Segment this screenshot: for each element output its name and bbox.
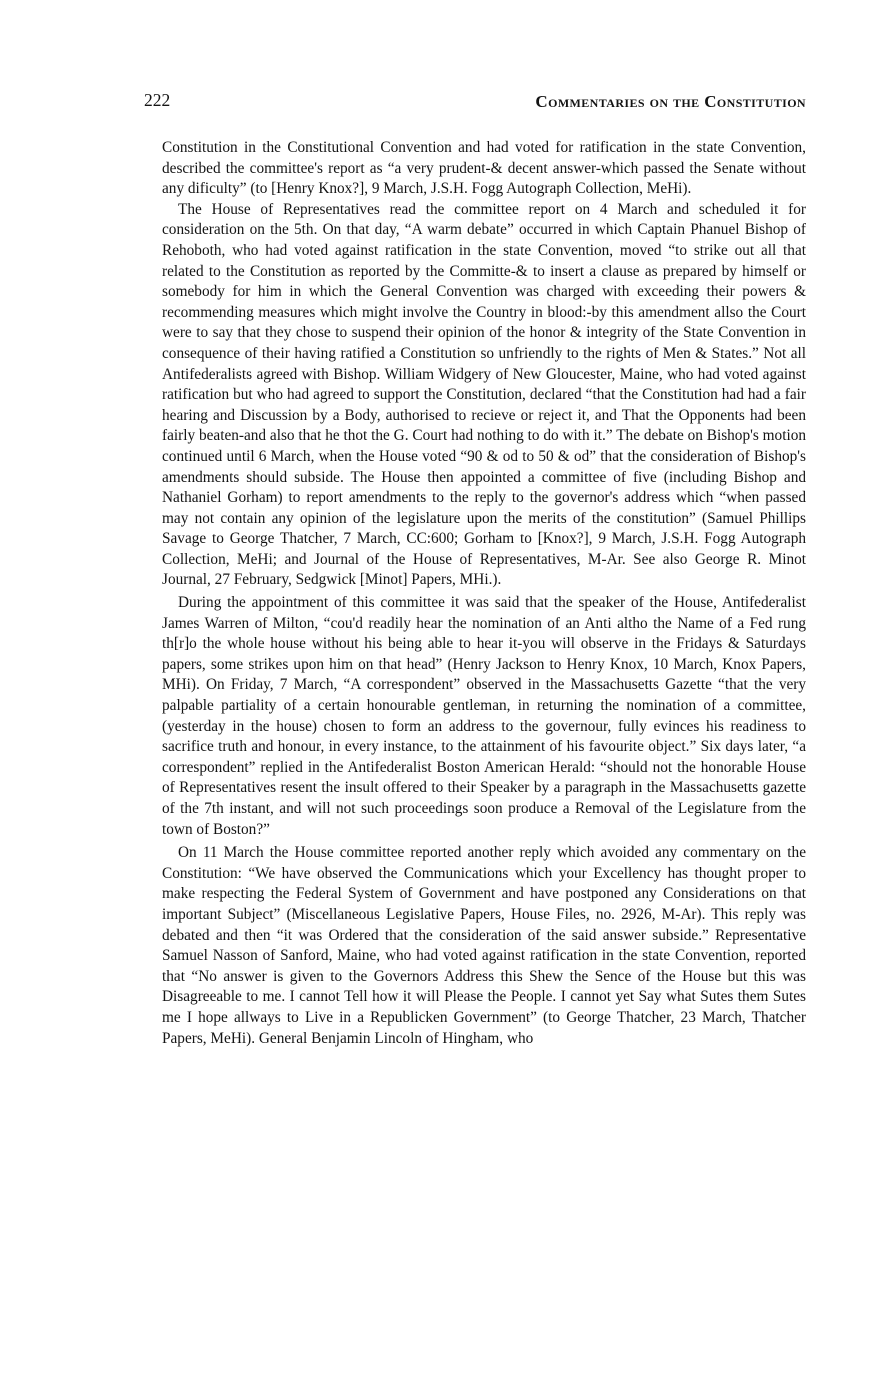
running-title: Commentaries on the Constitution <box>535 92 806 111</box>
document-page <box>144 90 806 1049</box>
paragraph-3: During the appointment of this committee it was said that the speaker of the House, Antifederalist James Warren of Milton, “cou'd readily hear the nomination of an Anti altho the Name of a Fed rung th[r]o the whole house without his being able to hear it-you will observe in the Fridays & Saturdays papers, some strikes upon him on that head” (Henry Jackson to Henry Knox, 10 March, Knox Papers, MHi). On Friday, 7 March, “A correspondent” observed in the Massachusetts Gazette “that the very palpable partiality of a certain honourable gentleman, in returning the nomination of a committee, (yesterday in the house) chosen to form an address to the governour, fully evinces his readiness to sacrifice truth and honour, in every instance, to the attainment of his favourite object.” Six days later, “a correspondent” replied in the Antifederalist Boston American Herald: “should not the honorable House of Representatives resent the insult offered to their Speaker by a paragraph in the Massachusetts gazette of the 7th instant, and will not such proceedings soon produce a Removal of the Legislature from the town of Boston?” <box>162 594 806 838</box>
body-text <box>144 138 806 1049</box>
paragraph-1: Constitution in the Constitutional Convention and had voted for ratification in the state Convention, described the committee's report as “a very prudent-& decent answer-which passed the Senate without any dificulty” (to [Henry Knox?], 9 March, J.S.H. Fogg Autograph Collection, MeHi). <box>162 139 806 198</box>
paragraph-2: The House of Representatives read the committee report on 4 March and scheduled it for consideration on the 5th. On that day, “A warm debate” occurred in which Captain Phanuel Bishop of Rehoboth, who had voted against ratification in the state Convention, moved “to strike out all that related to the Constitution as reported by the Committe-& to insert a clause as prepared by himself or somebody for him in which the General Convention was charged with exceeding their powers & recommending measures which might involve the Country in blood:-by this amendment allso the Court were to say that they chose to suspend their opinion of the honor & integrity of the State Convention in consequence of their having ratified a Constitution so unfriendly to the rights of Men & States.” Not all Antifederalists agreed with Bishop. William Widgery of New Gloucester, Maine, who had voted against ratification but who had agreed to support the Constitution, declared “that the Constitution had had a fair hearing and Discussion by a Body, authorised to recieve or reject it, and That the Opponents had been fairly beaten-and also that he thot the G. Court had nothing to do with it.” The debate on Bishop's motion continued until 6 March, when the House voted “90 & od to 50 & od” that the consideration of Bishop's amendments should subside. The House then appointed a committee of five (including Bishop and Nathaniel Gorham) to report amendments to the reply to the governor's address which “when passed may not contain any opinion of the legislature upon the merits of the constitution” (Samuel Phillips Savage to George Thatcher, 7 March, CC:600; Gorham to [Knox?], 9 March, J.S.H. Fogg Autograph Collection, MeHi; and Journal of the House of Representatives, M-Ar. See also George R. Minot Journal, 27 February, Sedgwick [Minot] Papers, MHi.). <box>162 200 806 589</box>
running-head <box>144 90 806 120</box>
paragraph-4: On 11 March the House committee reported another reply which avoided any commentary on the Constitution: “We have observed the Communications which your Excellency has thought proper to make respecting the Federal System of Government and have postponed any Considerations on that important Subject” (Miscellaneous Legislative Papers, House Files, no. 2926, M-Ar). This reply was debated and then “it was Ordered that the consideration of the said answer subside.” Representative Samuel Nasson of Sanford, Maine, who had voted against ratification in the state Convention, reported that “No answer is given to the Governors Address this Shew the Sence of the House but this was Disagreeable to me. I cannot Tell how it will Please the People. I cannot yet Say what Sutes them Sutes me I hope allways to Live in a Republicken Government” (to George Thatcher, 23 March, Thatcher Papers, MeHi). General Benjamin Lincoln of Hingham, who <box>162 844 806 1047</box>
page-number: 222 <box>144 90 171 110</box>
